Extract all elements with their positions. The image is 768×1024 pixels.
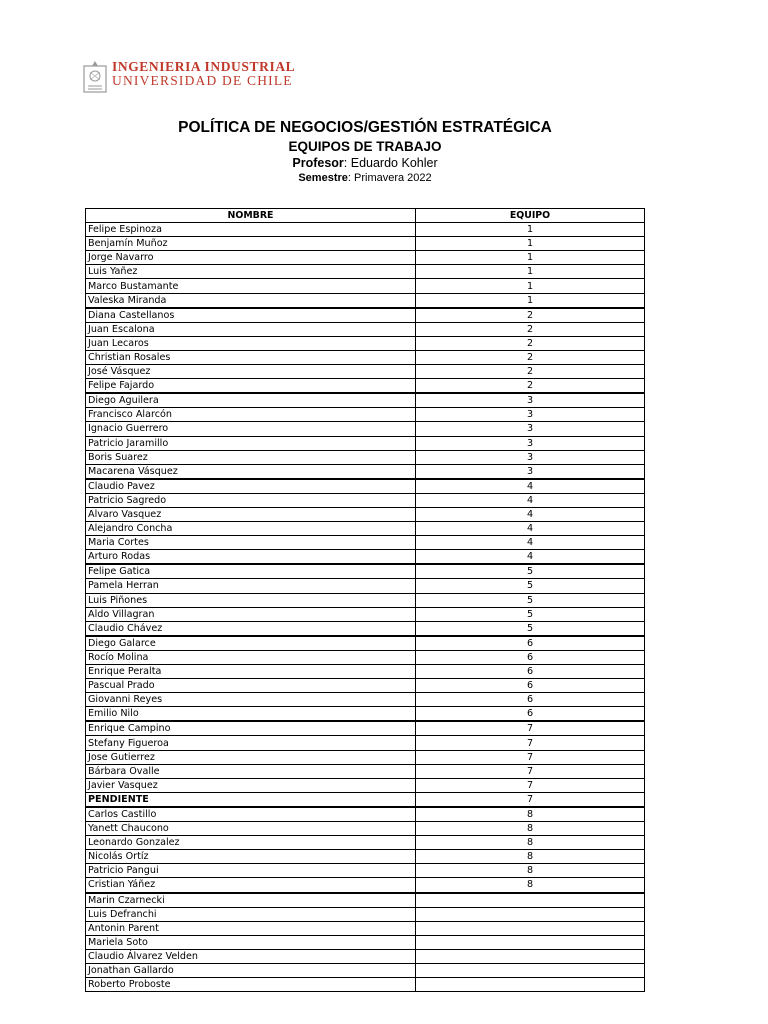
cell-nombre: Boris Suarez — [86, 450, 416, 464]
table-header-row — [86, 209, 645, 223]
column-header-nombre: NOMBRE — [86, 209, 416, 223]
cell-equipo — [416, 963, 645, 977]
table-row — [86, 564, 645, 579]
cell-nombre: Patricio Pangui — [86, 864, 416, 878]
cell-nombre: Leonardo Gonzalez — [86, 836, 416, 850]
cell-equipo: 8 — [416, 836, 645, 850]
cell-nombre: Jorge Navarro — [86, 251, 416, 265]
cell-nombre: Diana Castellanos — [86, 308, 416, 323]
cell-nombre: Diego Galarce — [86, 636, 416, 651]
column-header-equipo: EQUIPO — [416, 209, 645, 223]
cell-equipo: 1 — [416, 251, 645, 265]
cell-equipo: 4 — [416, 507, 645, 521]
cell-equipo: 5 — [416, 607, 645, 621]
table-row — [86, 308, 645, 323]
cell-equipo: 4 — [416, 536, 645, 550]
university-seal-icon — [82, 60, 108, 94]
cell-equipo: 8 — [416, 807, 645, 822]
cell-equipo: 8 — [416, 864, 645, 878]
table-body — [86, 223, 645, 992]
table-row — [86, 636, 645, 651]
cell-nombre: Felipe Fajardo — [86, 379, 416, 394]
cell-equipo: 3 — [416, 450, 645, 464]
cell-nombre: Aldo Villagran — [86, 607, 416, 621]
table-row — [86, 750, 645, 764]
semestre-line — [0, 171, 730, 186]
cell-equipo: 3 — [416, 393, 645, 408]
cell-equipo: 7 — [416, 792, 645, 807]
table-row — [86, 893, 645, 908]
cell-nombre: Roberto Proboste — [86, 978, 416, 992]
table-row — [86, 379, 645, 394]
cell-equipo: 4 — [416, 550, 645, 565]
cell-equipo: 3 — [416, 436, 645, 450]
cell-equipo: 2 — [416, 379, 645, 394]
cell-equipo: 5 — [416, 593, 645, 607]
cell-equipo: 7 — [416, 764, 645, 778]
cell-equipo: 1 — [416, 265, 645, 279]
cell-equipo — [416, 893, 645, 908]
cell-nombre: Jose Gutierrez — [86, 750, 416, 764]
cell-nombre: Christian Rosales — [86, 350, 416, 364]
table-row — [86, 293, 645, 308]
table-row — [86, 764, 645, 778]
table-row — [86, 237, 645, 251]
cell-nombre: PENDIENTE — [86, 792, 416, 807]
cell-nombre: Claudio Chávez — [86, 621, 416, 636]
cell-nombre: Pamela Herran — [86, 579, 416, 593]
cell-nombre: Mariela Soto — [86, 935, 416, 949]
cell-nombre: Felipe Gatica — [86, 564, 416, 579]
document-subtitle: EQUIPOS DE TRABAJO — [288, 139, 442, 154]
profesor-line — [0, 155, 730, 171]
document-title: POLÍTICA DE NEGOCIOS/GESTIÓN ESTRATÉGICA — [178, 119, 552, 136]
table-row — [86, 907, 645, 921]
cell-equipo: 3 — [416, 464, 645, 479]
table-row — [86, 393, 645, 408]
cell-equipo: 4 — [416, 493, 645, 507]
cell-nombre: Nicolás Ortíz — [86, 850, 416, 864]
cell-equipo: 2 — [416, 350, 645, 364]
profesor-value: : Eduardo Kohler — [343, 156, 438, 170]
table-row — [86, 778, 645, 792]
cell-equipo: 1 — [416, 279, 645, 293]
cell-equipo: 7 — [416, 736, 645, 750]
table-row — [86, 679, 645, 693]
table-row — [86, 921, 645, 935]
cell-nombre: Bárbara Ovalle — [86, 764, 416, 778]
table-row — [86, 550, 645, 565]
cell-equipo: 6 — [416, 707, 645, 722]
cell-equipo — [416, 907, 645, 921]
table-row — [86, 365, 645, 379]
university-logo — [82, 60, 295, 94]
cell-equipo: 2 — [416, 322, 645, 336]
cell-equipo: 4 — [416, 479, 645, 494]
table-row — [86, 493, 645, 507]
cell-nombre: Felipe Espinoza — [86, 223, 416, 237]
cell-nombre: Luis Defranchi — [86, 907, 416, 921]
cell-nombre: Alejandro Concha — [86, 522, 416, 536]
table-row — [86, 963, 645, 977]
cell-nombre: Diego Aguilera — [86, 393, 416, 408]
cell-nombre: Maria Cortes — [86, 536, 416, 550]
table-row — [86, 593, 645, 607]
table-row — [86, 536, 645, 550]
cell-equipo: 6 — [416, 650, 645, 664]
cell-nombre: Patricio Jaramillo — [86, 436, 416, 450]
table-row — [86, 436, 645, 450]
table-row — [86, 935, 645, 949]
table-row — [86, 736, 645, 750]
cell-equipo: 2 — [416, 308, 645, 323]
cell-nombre: Ignacio Guerrero — [86, 422, 416, 436]
table-row — [86, 464, 645, 479]
cell-nombre: Luis Yañez — [86, 265, 416, 279]
cell-equipo: 7 — [416, 750, 645, 764]
table-row — [86, 522, 645, 536]
cell-equipo: 5 — [416, 564, 645, 579]
cell-nombre: Patricio Sagredo — [86, 493, 416, 507]
table-row — [86, 850, 645, 864]
cell-equipo: 8 — [416, 878, 645, 893]
profesor-label: Profesor — [292, 156, 344, 170]
cell-equipo: 6 — [416, 636, 645, 651]
table-row — [86, 721, 645, 736]
table-row — [86, 949, 645, 963]
cell-nombre: Claudio Álvarez Velden — [86, 949, 416, 963]
cell-nombre: Valeska Miranda — [86, 293, 416, 308]
table-row — [86, 836, 645, 850]
table-row — [86, 322, 645, 336]
cell-nombre: Carlos Castillo — [86, 807, 416, 822]
cell-equipo — [416, 978, 645, 992]
semestre-label: Semestre — [298, 172, 348, 184]
cell-equipo: 4 — [416, 522, 645, 536]
cell-equipo: 1 — [416, 293, 645, 308]
cell-nombre: Macarena Vásquez — [86, 464, 416, 479]
cell-nombre: Jonathan Gallardo — [86, 963, 416, 977]
cell-nombre: Yanett Chaucono — [86, 822, 416, 836]
cell-nombre: José Vásquez — [86, 365, 416, 379]
teams-table — [85, 208, 645, 992]
cell-equipo: 7 — [416, 721, 645, 736]
cell-nombre: Javier Vasquez — [86, 778, 416, 792]
cell-nombre: Antonin Parent — [86, 921, 416, 935]
cell-nombre: Alvaro Vasquez — [86, 507, 416, 521]
cell-equipo: 1 — [416, 237, 645, 251]
cell-equipo: 6 — [416, 693, 645, 707]
table-row — [86, 607, 645, 621]
cell-equipo: 6 — [416, 679, 645, 693]
cell-nombre: Francisco Alarcón — [86, 408, 416, 422]
table-row — [86, 978, 645, 992]
table-row — [86, 336, 645, 350]
table-row — [86, 422, 645, 436]
cell-equipo: 2 — [416, 336, 645, 350]
cell-equipo: 3 — [416, 422, 645, 436]
table-row — [86, 350, 645, 364]
cell-nombre: Juan Escalona — [86, 322, 416, 336]
table-row — [86, 223, 645, 237]
cell-nombre: Arturo Rodas — [86, 550, 416, 565]
cell-nombre: Emilio Nilo — [86, 707, 416, 722]
table-row — [86, 621, 645, 636]
cell-equipo: 5 — [416, 621, 645, 636]
table-row — [86, 450, 645, 464]
cell-equipo — [416, 949, 645, 963]
cell-nombre: Benjamín Muñoz — [86, 237, 416, 251]
cell-nombre: Enrique Peralta — [86, 665, 416, 679]
cell-equipo: 8 — [416, 850, 645, 864]
cell-equipo: 7 — [416, 778, 645, 792]
cell-nombre: Pascual Prado — [86, 679, 416, 693]
cell-equipo: 2 — [416, 365, 645, 379]
cell-nombre: Rocío Molina — [86, 650, 416, 664]
table-row — [86, 265, 645, 279]
table-row — [86, 807, 645, 822]
table-row — [86, 864, 645, 878]
cell-equipo: 1 — [416, 223, 645, 237]
table-row — [86, 665, 645, 679]
table-row — [86, 693, 645, 707]
table-row — [86, 251, 645, 265]
cell-nombre: Cristian Yáñez — [86, 878, 416, 893]
cell-equipo: 8 — [416, 822, 645, 836]
cell-equipo: 6 — [416, 665, 645, 679]
logo-subtitle: UNIVERSIDAD DE CHILE — [112, 73, 293, 88]
cell-equipo — [416, 921, 645, 935]
cell-nombre: Marin Czarnecki — [86, 893, 416, 908]
cell-equipo: 5 — [416, 579, 645, 593]
cell-nombre: Marco Bustamante — [86, 279, 416, 293]
logo-title: INGENIERIA INDUSTRIAL — [112, 59, 296, 74]
cell-nombre: Enrique Campino — [86, 721, 416, 736]
cell-nombre: Claudio Pavez — [86, 479, 416, 494]
table-row — [86, 822, 645, 836]
cell-equipo: 3 — [416, 408, 645, 422]
cell-nombre: Luis Piñones — [86, 593, 416, 607]
table-row — [86, 408, 645, 422]
table-row — [86, 650, 645, 664]
table-row — [86, 878, 645, 893]
table-row — [86, 579, 645, 593]
table-row — [86, 279, 645, 293]
cell-equipo — [416, 935, 645, 949]
cell-nombre: Giovanni Reyes — [86, 693, 416, 707]
cell-nombre: Stefany Figueroa — [86, 736, 416, 750]
cell-nombre: Juan Lecaros — [86, 336, 416, 350]
table-row — [86, 507, 645, 521]
document-header — [0, 118, 730, 186]
table-row — [86, 479, 645, 494]
semestre-value: : Primavera 2022 — [347, 172, 432, 184]
table-row — [86, 707, 645, 722]
table-row — [86, 792, 645, 807]
